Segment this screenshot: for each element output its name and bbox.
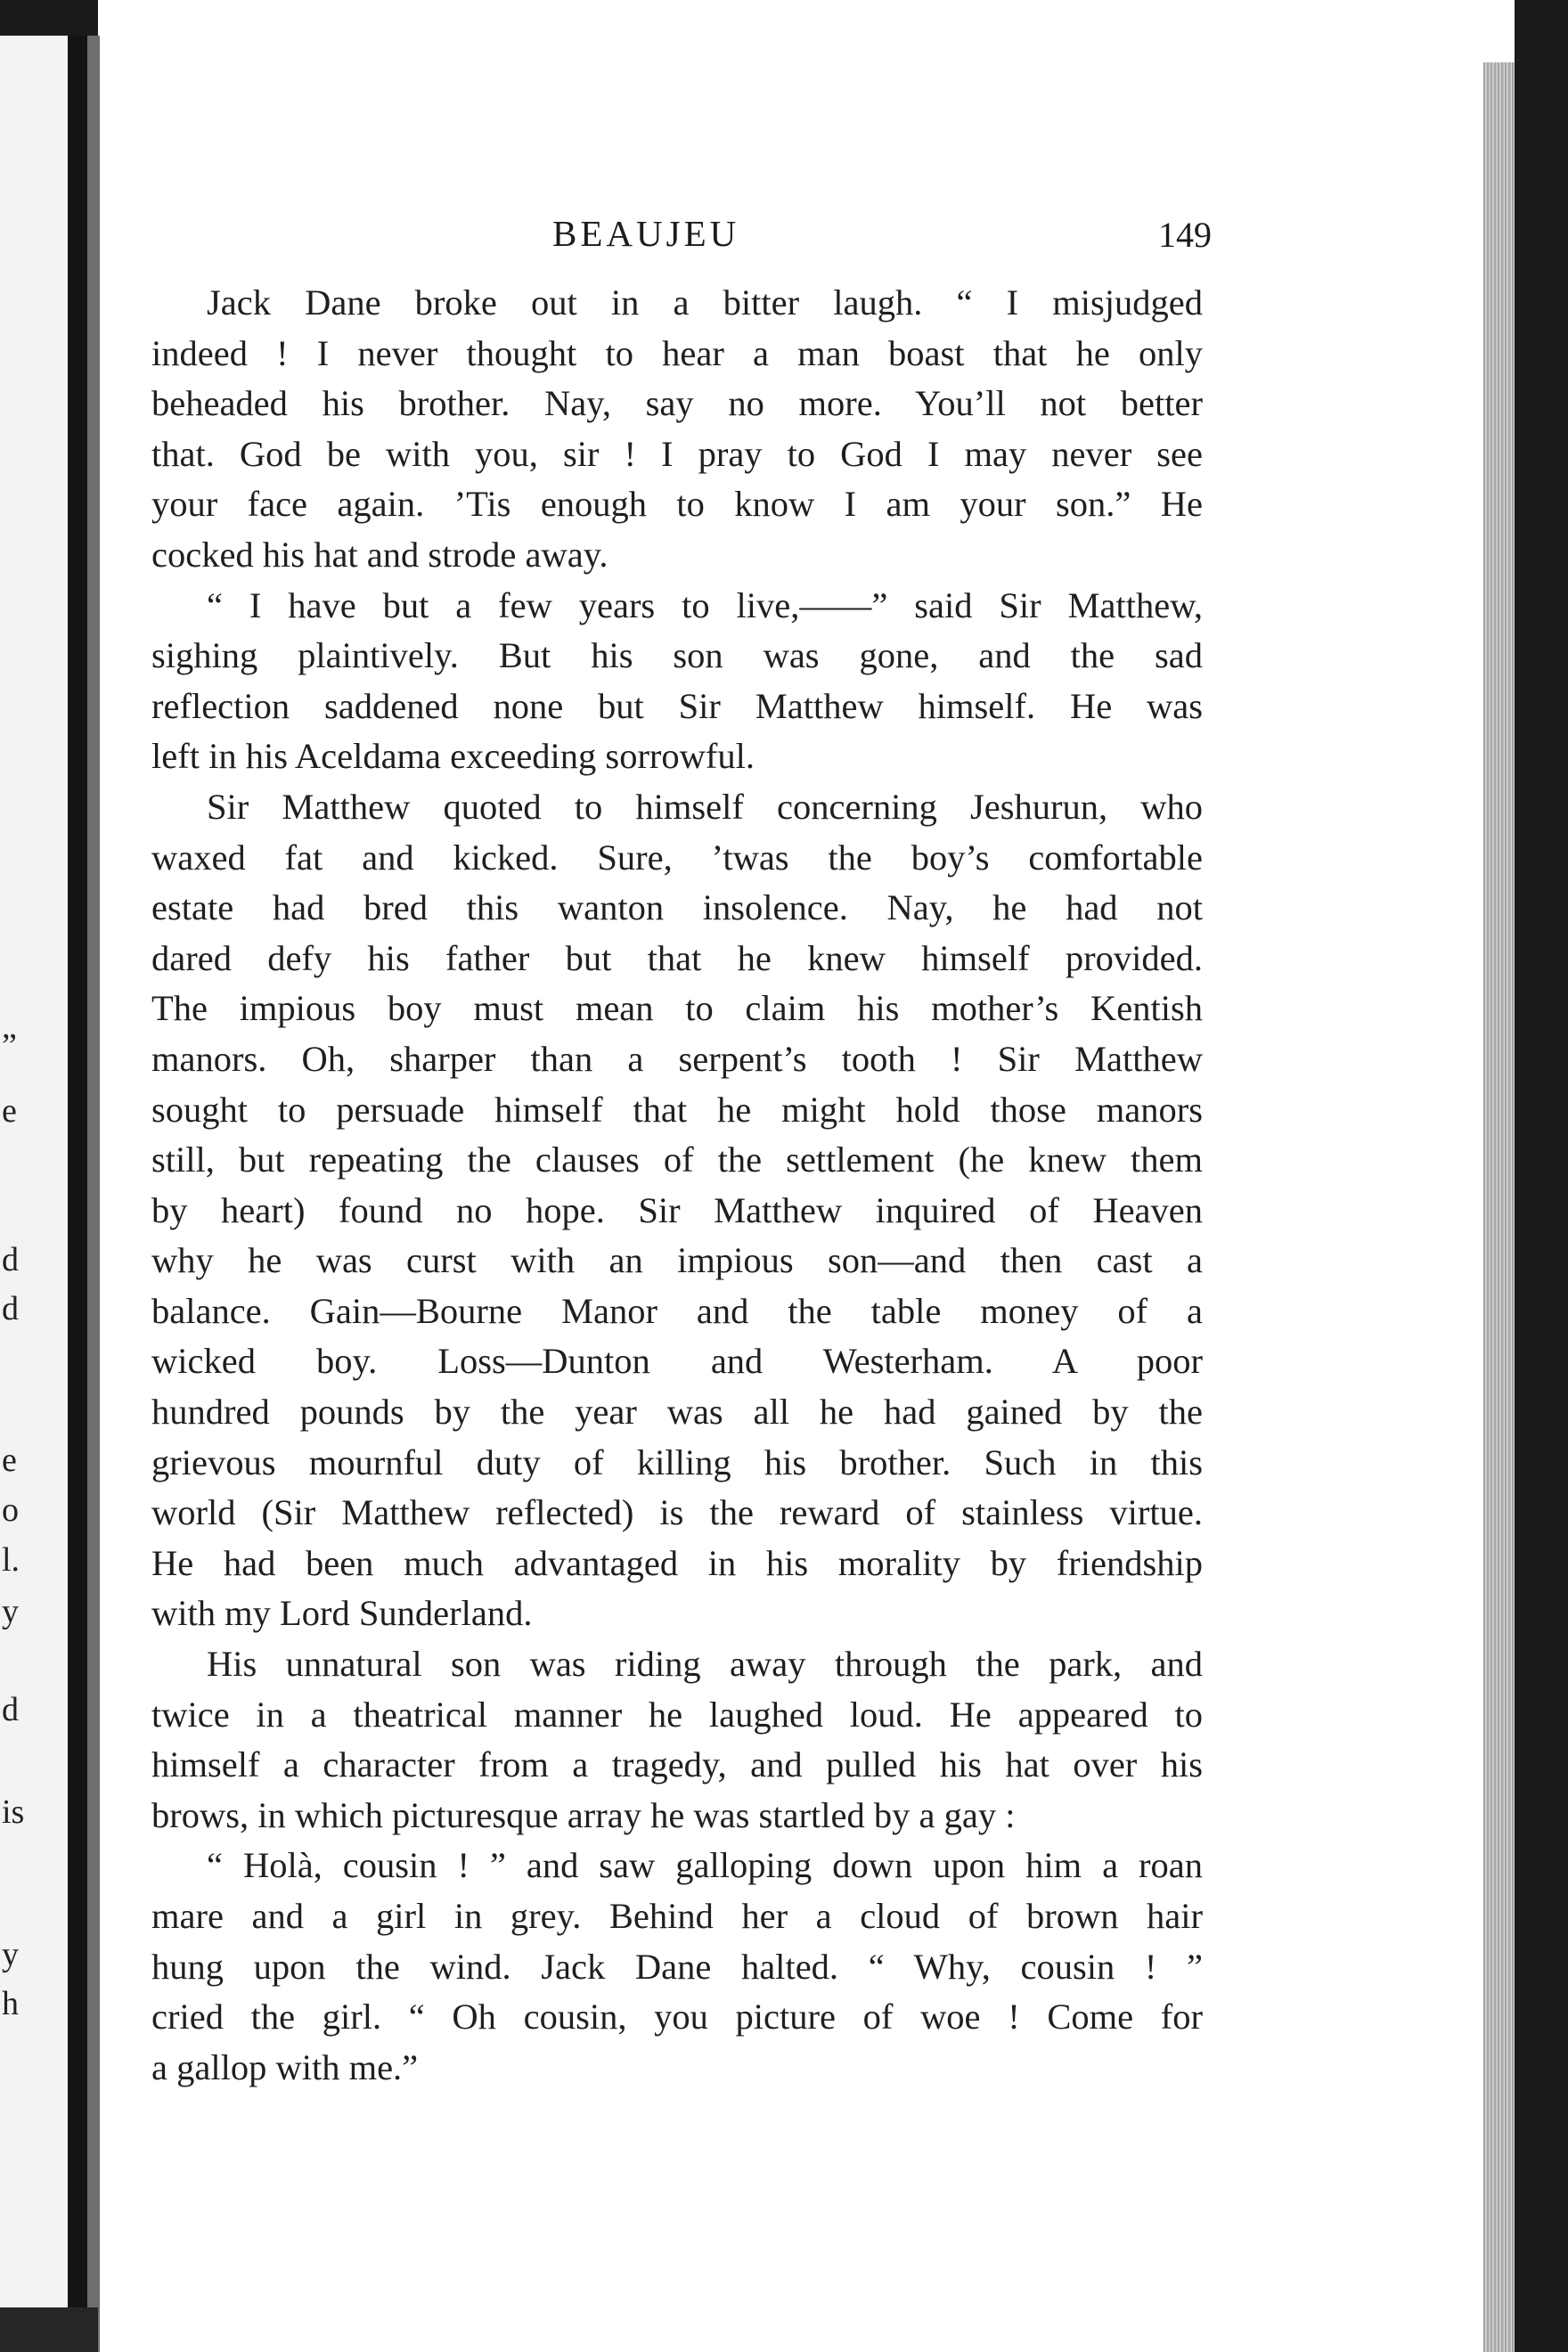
text-line: with my Lord Sunderland. xyxy=(151,1593,533,1634)
paragraph xyxy=(151,1841,1203,2093)
page-number: 149 xyxy=(1158,215,1212,255)
facing-page-fragment: e xyxy=(2,1092,17,1130)
text-line: that. God be with you, sir ! I pray to God I may never see xyxy=(151,433,1203,474)
text-line: His unnatural son was riding away through the park, and xyxy=(207,1644,1203,1685)
text-line: why he was curst with an impious son—and then cast a xyxy=(151,1240,1203,1281)
facing-page-fragment: l. xyxy=(2,1541,20,1579)
text-line: “ I have but a few years to live,——” said Sir Matthew, xyxy=(207,584,1203,625)
text-line: reflection saddened none but Sir Matthew himself. He was xyxy=(151,685,1203,726)
text-line: still, but repeating the clauses of the settlement (he knew them xyxy=(151,1139,1203,1180)
text-line: brows, in which picturesque array he was startled by a gay : xyxy=(151,1794,1016,1835)
text-line: waxed fat and kicked. Sure, ’twas the boy’s comfortable xyxy=(151,837,1203,878)
paragraph xyxy=(151,1639,1203,1841)
facing-page-fragment: ” xyxy=(2,1027,17,1065)
facing-page-fragment: is xyxy=(2,1793,25,1831)
facing-page-fragment: h xyxy=(2,1985,19,2022)
text-line: left in his Aceldama exceeding sorrowful. xyxy=(151,736,755,777)
body-text xyxy=(151,278,1203,2093)
text-line: He had been much advantaged in his morality by friendship xyxy=(151,1542,1203,1583)
text-line: “ Holà, cousin ! ” and saw galloping down upon him a roan xyxy=(207,1845,1203,1886)
facing-page-fragment: y xyxy=(2,1593,19,1630)
text-line: himself a character from a tragedy, and pulled his hat over his xyxy=(151,1744,1203,1785)
facing-page-fragment: o xyxy=(2,1491,19,1529)
text-line: grievous mournful duty of killing his brother. Such in this xyxy=(151,1441,1203,1482)
text-line: The impious boy must mean to claim his mother’s Kentish xyxy=(151,988,1203,1029)
facing-page-fragment: d xyxy=(2,1691,19,1728)
facing-page-fragment: d xyxy=(2,1241,19,1278)
text-line: Jack Dane broke out in a bitter laugh. “ I misjudged xyxy=(207,282,1203,323)
text-line: Sir Matthew quoted to himself concerning Jeshurun, who xyxy=(207,786,1203,827)
text-line: sought to persuade himself that he might hold those manors xyxy=(151,1089,1203,1130)
paragraph xyxy=(151,782,1203,1639)
binding-gutter xyxy=(68,36,87,2352)
text-line: twice in a theatrical manner he laughed loud. He appeared to xyxy=(151,1694,1203,1735)
text-line: sighing plaintively. But his son was gone, and the sad xyxy=(151,635,1203,676)
text-line: manors. Oh, sharper than a serpent’s tooth ! Sir Matthew xyxy=(151,1038,1203,1079)
binding-shadow xyxy=(87,36,100,2352)
paragraph xyxy=(151,278,1203,581)
text-line: indeed ! I never thought to hear a man boast that he only xyxy=(151,332,1203,373)
running-head xyxy=(151,212,1212,257)
text-line: cocked his hat and strode away. xyxy=(151,534,608,575)
text-line: dared defy his father but that he knew himself provided. xyxy=(151,937,1203,978)
text-line: cried the girl. “ Oh cousin, you picture of woe ! Come for xyxy=(151,1997,1203,2038)
text-line: estate had bred this wanton insolence. Nay, he had not xyxy=(151,887,1203,928)
text-line: wicked boy. Loss—Dunton and Westerham. A poor xyxy=(151,1341,1203,1382)
text-line: world (Sir Matthew reflected) is the reward of stainless virtue. xyxy=(151,1492,1203,1533)
running-title: BEAUJEU xyxy=(552,213,740,254)
facing-page-edge xyxy=(0,36,73,2352)
facing-page-fragment: e xyxy=(2,1441,17,1479)
text-line: by heart) found no hope. Sir Matthew inquired of Heaven xyxy=(151,1189,1203,1230)
text-line: mare and a girl in grey. Behind her a cloud of brown hair xyxy=(151,1896,1203,1936)
text-line: a gallop with me.” xyxy=(151,2046,419,2087)
scan-border-right xyxy=(1515,0,1568,2352)
text-line: balance. Gain—Bourne Manor and the table money of a xyxy=(151,1290,1203,1331)
scan-border-bottom-left xyxy=(0,2307,98,2352)
text-line: hundred pounds by the year was all he had gained by the xyxy=(151,1392,1203,1433)
facing-page-fragment: y xyxy=(2,1936,19,1973)
paragraph xyxy=(151,581,1203,782)
text-line: beheaded his brother. Nay, say no more. You’ll not better xyxy=(151,383,1203,424)
text-line: hung upon the wind. Jack Dane halted. “ Why, cousin ! ” xyxy=(151,1946,1203,1987)
text-line: your face again. ’Tis enough to know I am your son.” He xyxy=(151,484,1203,525)
facing-page-fragment: d xyxy=(2,1290,19,1327)
